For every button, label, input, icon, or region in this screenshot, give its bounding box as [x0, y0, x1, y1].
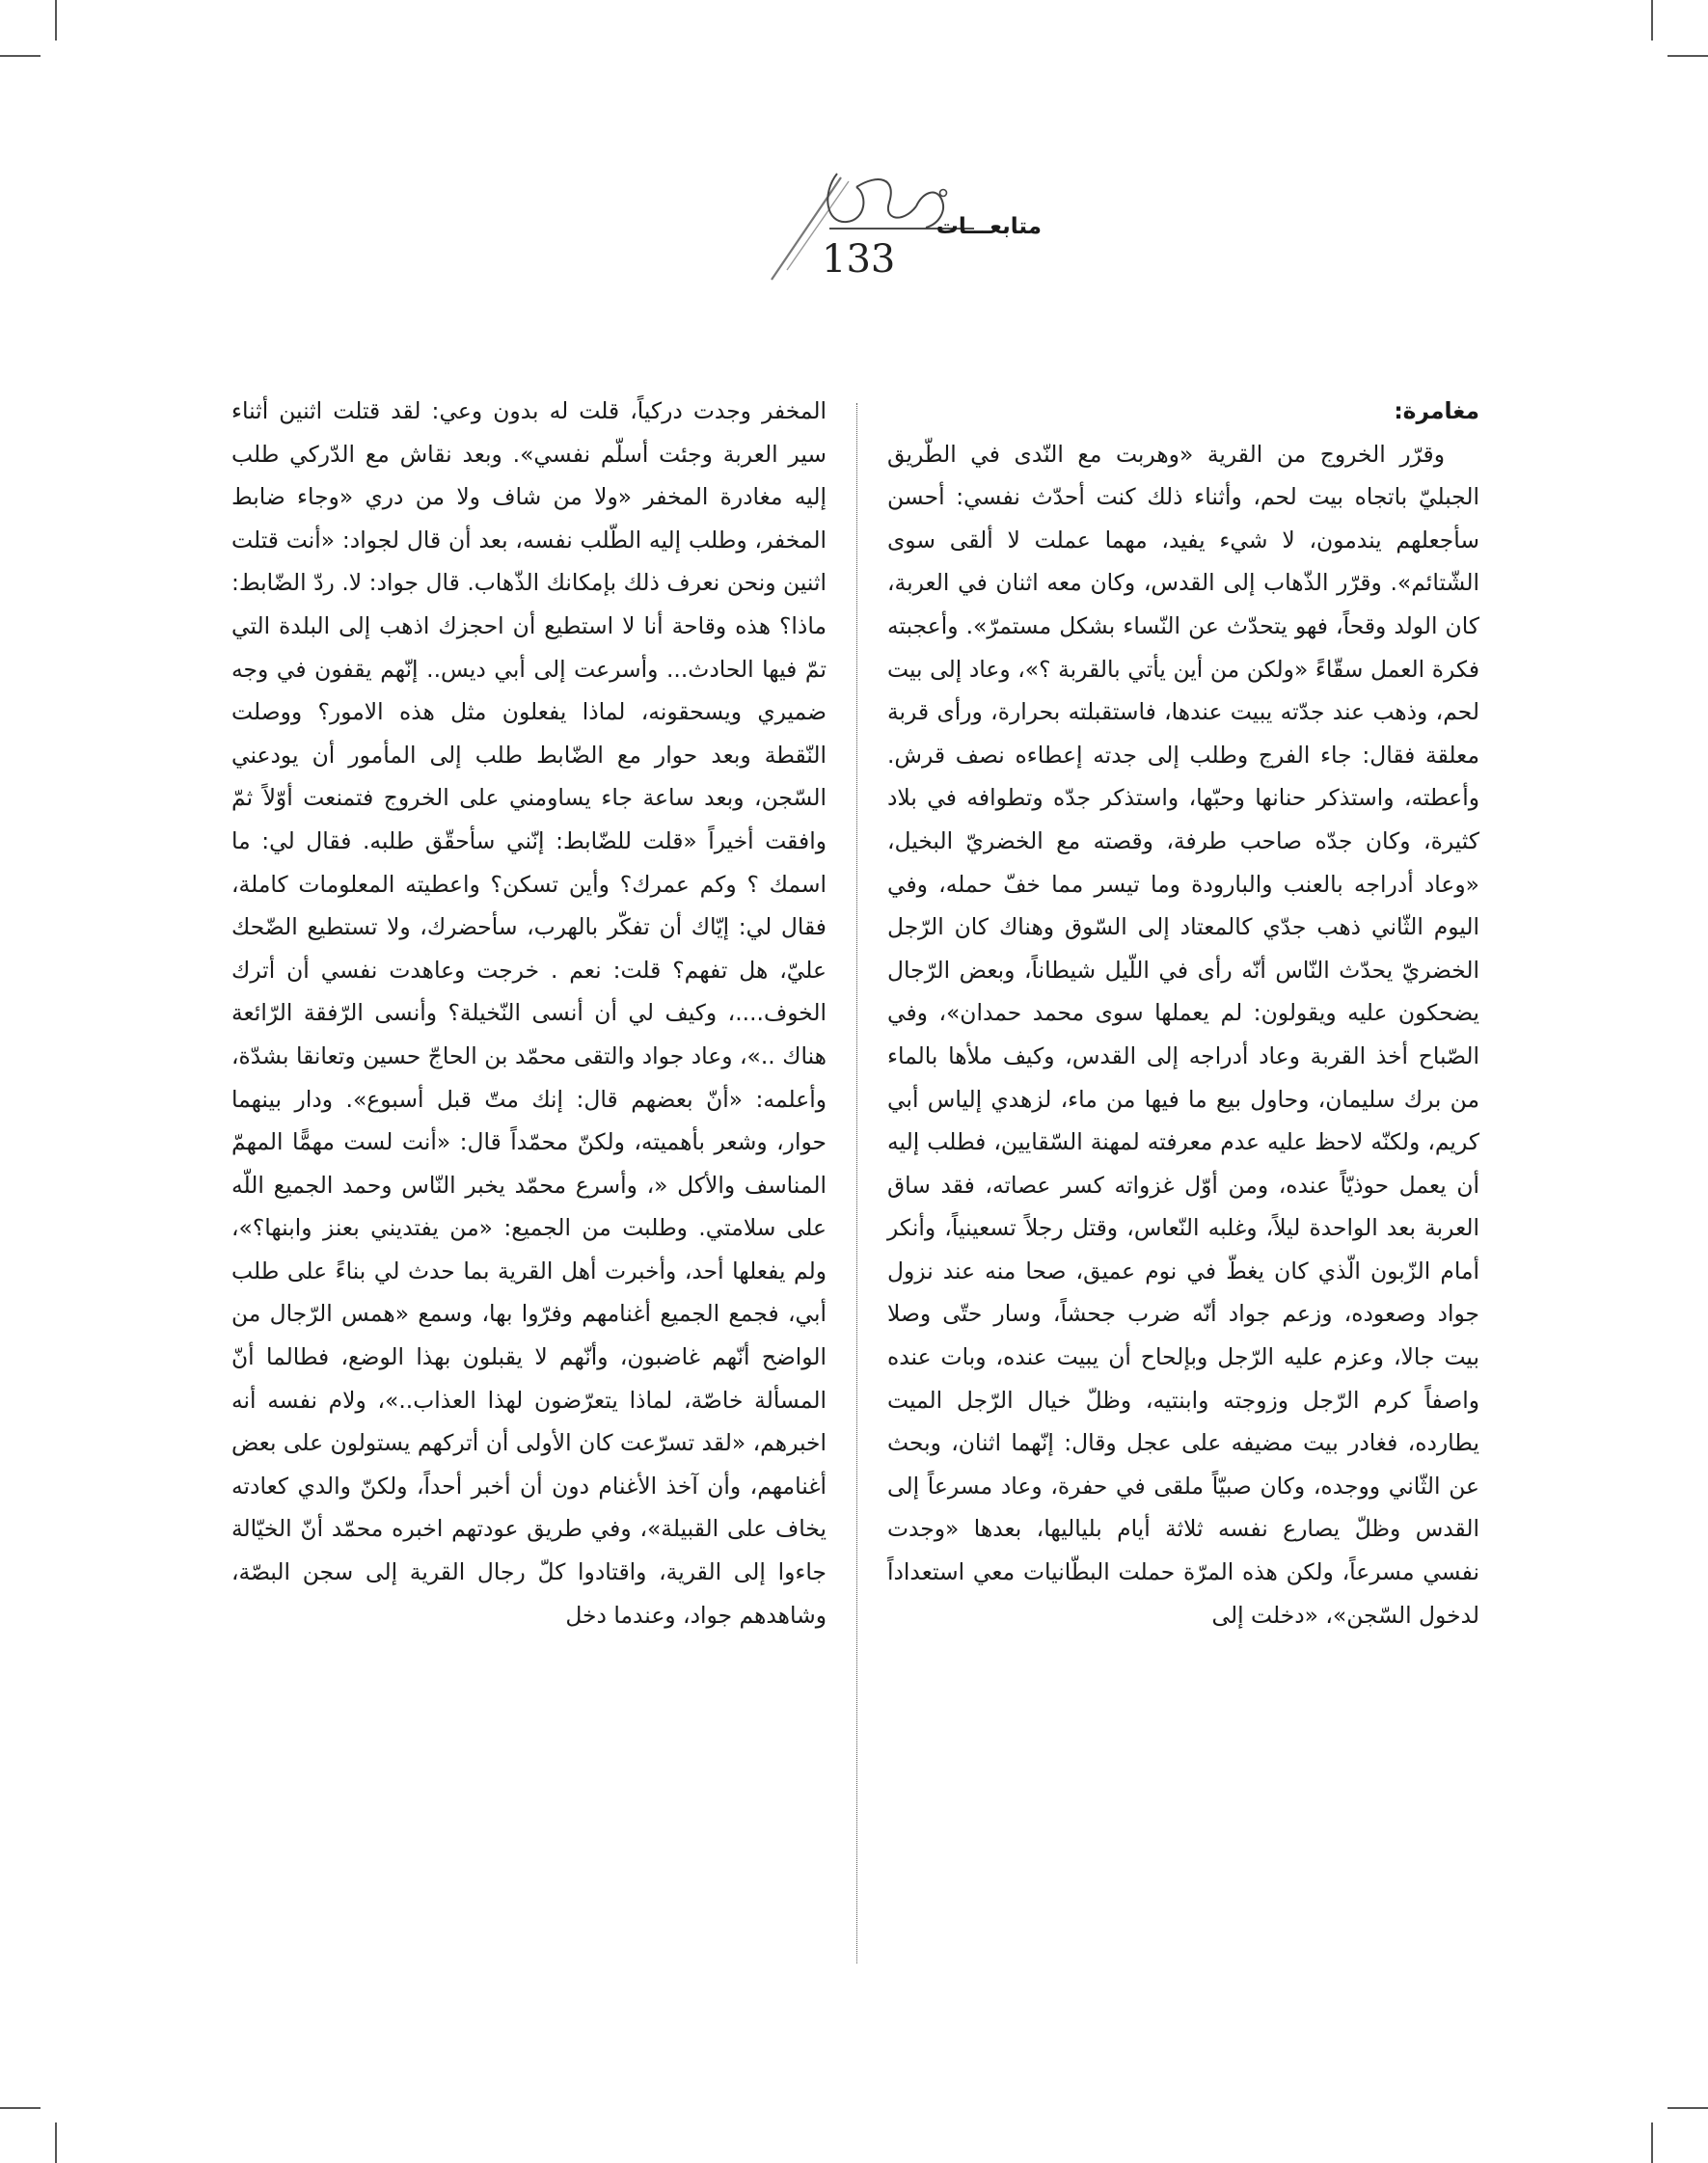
- left-column: [231, 390, 827, 1636]
- section-subheading: مغامرة:: [1394, 397, 1479, 424]
- crop-mark-top-left-vertical: [55, 0, 57, 41]
- crop-mark-top-right-vertical: [1651, 0, 1653, 41]
- crop-mark-bottom-left-horizontal: [0, 2107, 41, 2109]
- right-column-paragraph: وقرّر الخروج من القرية «وهربت مع النّدى في الطّريق الجبليّ باتجاه بيت لحم، وأثناء ذلك كنت أحدّث نفسي: أحسن سأجعلهم يندمون، لا شيء يفيد، مهما عملت لا ألقى سوى الشّتائم». وقرّر الذّهاب إلى القدس، وكان معه اثنان في العربة، كان الولد وقحاً، فهو يتحدّث عن النّساء بشكل مستمرّ». وأعجبته فكرة العمل سقّاءً «ولكن من أين يأتي بالقربة ؟»، وعاد إلى بيت لحم، وذهب عند جدّته يبيت عندها، فاستقبلته بحرارة، ورأى قربة معلقة فقال: جاء الفرج وطلب إلى جدته إعطاءه نصف قرش. وأعطته، واستذكر حنانها وحبّها، واستذكر جدّه وتطوافه في بلاد كثيرة، وكان جدّه صاحب طرفة، وقصته مع الخضريّ البخيل، «وعاد أدراجه بالعنب والبارودة وما تيسر مما خفّ حمله، وفي اليوم الثّاني ذهب جدّي كالمعتاد إلى السّوق وهناك كان الرّجل الخضريّ يحدّث النّاس أنّه رأى في اللّيل شيطاناً، وبعض الرّجال يضحكون عليه ويقولون: لم يعملها سوى محمد حمدان»، وفي الصّباح أخذ القربة وعاد أدراجه إلى القدس، وكيف ملأها بالماء من برك سليمان، وحاول بيع ما فيها من ماء، لزهدي إلياس أبي كريم، ولكنّه لاحظ عليه عدم معرفته لمهنة السّقايين، فطلب إليه أن يعمل حوذيّاً عنده، ومن أوّل غزواته كسر عصاته، فقد ساق العربة بعد الواحدة ليلاً، وغلبه النّعاس، وقتل رجلاً تسعينياً، وأنكر أمام الزّبون الّذي كان يغطّ في نوم عميق، صحا منه عند نزول جواد وصعوده، وزعم جواد أنّه ضرب جحشاً، وسار حتّى وصلا بيت جالا، وعزم عليه الرّجل وبإلحاح أن يبيت عنده، وبات عنده واصفاً كرم الرّجل وزوجته وابنتيه، وظلّ خيال الرّجل الميت يطارده، فغادر بيت مضيفه على عجل وقال: إنّهما اثنان، وبحث عن الثّاني ووجده، وكان صبيّاً ملقى في حفرة، وعاد مسرعاً إلى القدس وظلّ يصارع نفسه ثلاثة أيام بلياليها، بعدها «وجدت نفسي مسرعاً، ولكن هذه المرّة حملت البطّانيات معي استعداداً لدخول السّجن»، «دخلت إلى: [887, 440, 1479, 1629]
- crop-mark-bottom-right-horizontal: [1667, 2107, 1708, 2109]
- left-column-paragraph: المخفر وجدت دركياً، قلت له بدون وعي: لقد قتلت اثنين أثناء سير العربة وجئت أسلّم نفسي». وبعد نقاش مع الدّركي طلب إليه مغادرة المخفر «ولا من شاف ولا من دري «وجاء ضابط المخفر، وطلب إليه الطّلب نفسه، بعد أن قال لجواد: «أنت قتلت اثنين ونحن نعرف ذلك بإمكانك الذّهاب. قال جواد: لا. ردّ الضّابط: ماذا؟ هذه وقاحة أنا لا استطيع أن احجزك اذهب إلى البلدة التي تمّ فيها الحادث... وأسرعت إلى أبي ديس.. إنّهم يقفون في وجه ضميري ويسحقونه، لماذا يفعلون مثل هذه الامور؟ ووصلت النّقطة وبعد حوار مع الضّابط طلب إلى المأمور أن يودعني السّجن، وبعد ساعة جاء يساومني على الخروج فتمنعت أوّلاً ثمّ وافقت أخيراً «قلت للضّابط: إنّني سأحقّق طلبه. فقال لي: ما اسمك ؟ وكم عمرك؟ وأين تسكن؟ واعطيته المعلومات كاملة، فقال لي: إيّاك أن تفكّر بالهرب، سأحضرك، ولا تستطيع الضّحك عليّ، هل تفهم؟ قلت: نعم . خرجت وعاهدت نفسي أن أترك الخوف....، وكيف لي أن أنسى النّخيلة؟ وأنسى الرّفقة الرّائعة هناك ..»، وعاد جواد والتقى محمّد بن الحاجّ حسين وتعانقا بشدّة، وأعلمه: «أنّ بعضهم قال: إنك متّ قبل أسبوع». ودار بينهما حوار، وشعر بأهميته، ولكنّ محمّداً قال: «أنت لست مهمًّا المهمّ المناسف والأكل «، وأسرع محمّد يخبر النّاس وحمد الجميع اللّه على سلامتي. وطلبت من الجميع: «من يفتديني بعنز وابنها؟»، ولم يفعلها أحد، وأخبرت أهل القرية بما حدث لي بناءً على طلب أبي، فجمع الجميع أغنامهم وفرّوا بها، وسمع «همس الرّجال من الواضح أنّهم غاضبون، وأنّهم لا يقبلون بهذا الوضع، فطالما أنّ المسألة خاصّة، لماذا يتعرّضون لهذا العذاب..»، ولام نفسه أنه اخبرهم، «لقد تسرّعت كان الأولى أن أتركهم يستولون على بعض أغنامهم، وأن آخذ الأغنام دون أن أخبر أحداً، ولكنّ والدي كعادته يخاف على القبيلة»، وفي طريق عودتهم اخبره محمّد أنّ الخيّالة جاءوا إلى القرية، واقتادوا كلّ رجال القرية إلى سجن البصّة، وشاهدهم جواد، وعندما دخل: [231, 397, 827, 1629]
- crop-mark-bottom-right-vertical: [1651, 2122, 1653, 2163]
- column-divider: [856, 403, 857, 1963]
- crop-mark-bottom-left-vertical: [55, 2122, 57, 2163]
- running-header: [733, 135, 1042, 289]
- crop-mark-top-left-horizontal: [0, 55, 41, 57]
- section-name: متابعـــات: [935, 214, 1042, 239]
- right-column: [887, 390, 1479, 1636]
- page-number: 133: [822, 237, 896, 282]
- crop-mark-top-right-horizontal: [1667, 55, 1708, 57]
